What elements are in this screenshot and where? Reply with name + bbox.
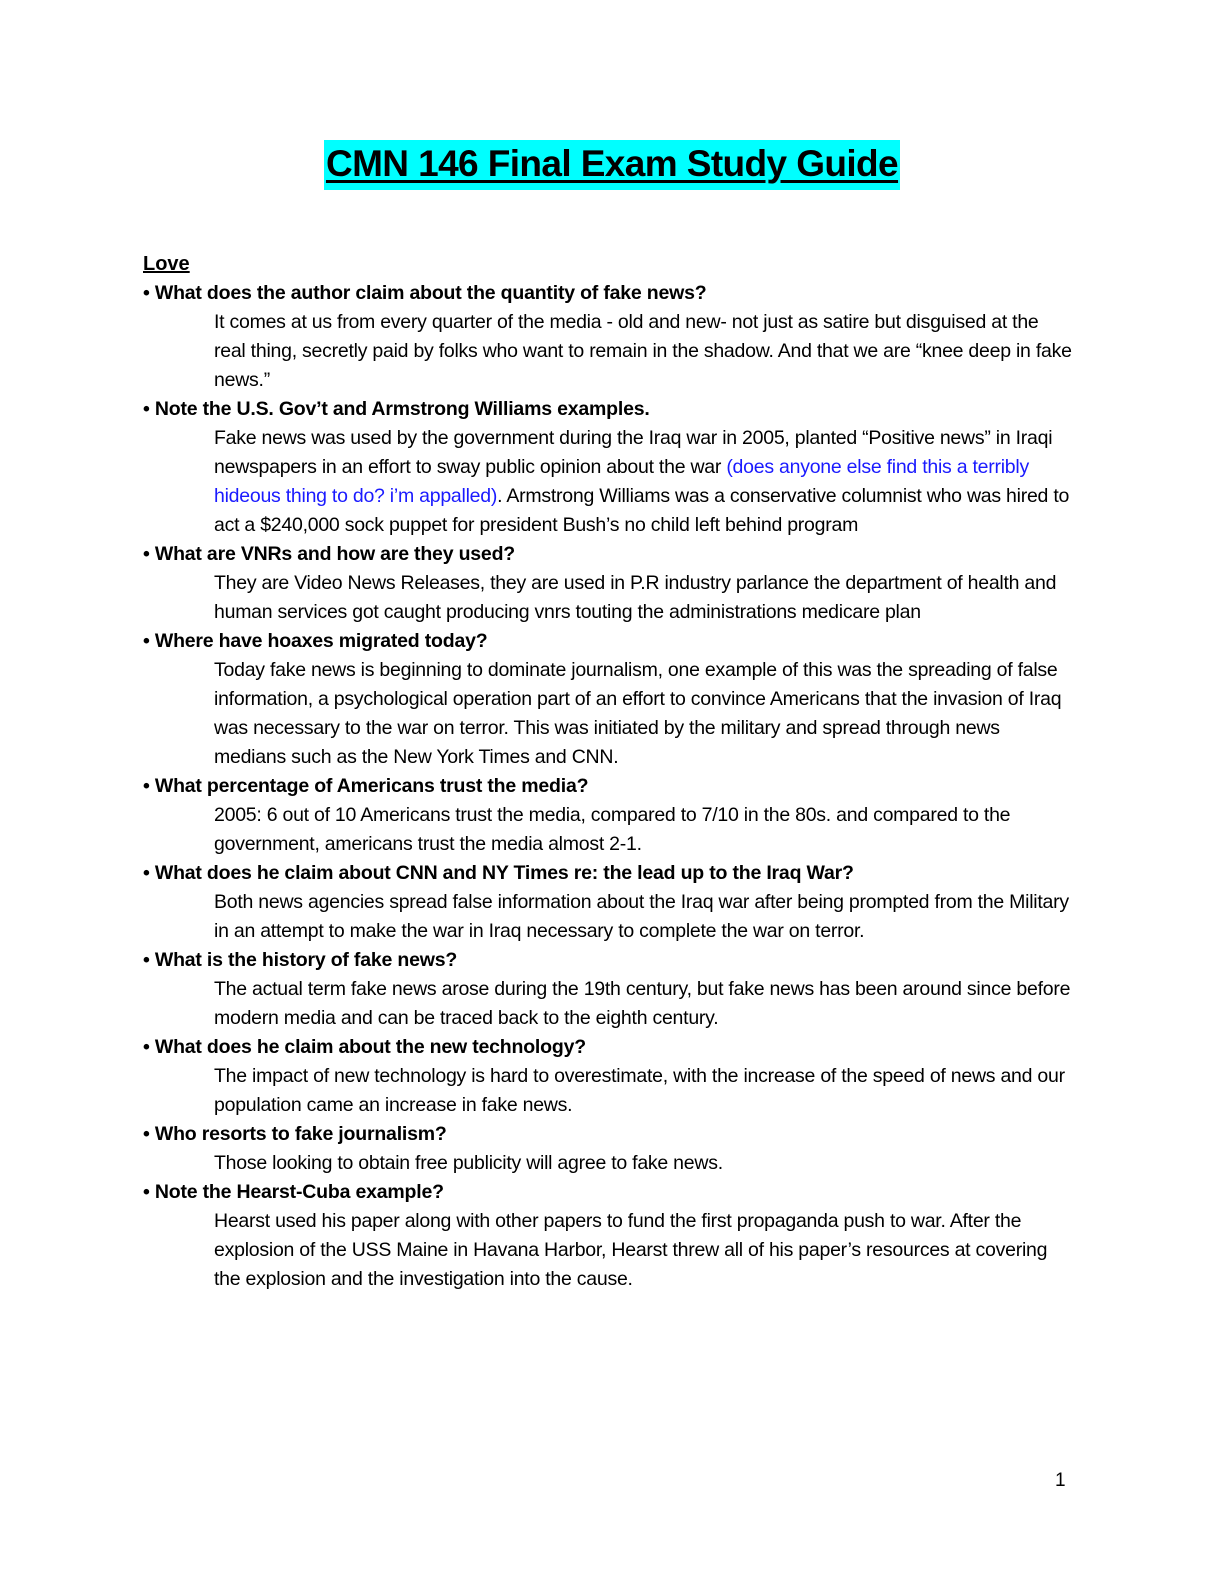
student-note: (does anyone else find this a terribly hideous thing to do? i’m appalled) <box>214 456 1029 507</box>
bullet-icon: • <box>143 949 150 971</box>
qa-item <box>143 946 1083 1033</box>
question <box>143 1178 1083 1207</box>
answer <box>143 424 1074 540</box>
answer: Both news agencies spread false information about the Iraq war after being prompted from the Military in an attempt to make the war in Iraq necessary to complete the war on terror. <box>214 891 1069 942</box>
question <box>143 946 1083 975</box>
question-text: What is the history of fake news? <box>154 949 458 971</box>
question-text: What percentage of Americans trust the media? <box>154 775 589 797</box>
answer: 2005: 6 out of 10 Americans trust the media, compared to 7/10 in the 80s. and compared to the government, americans trust the media almost 2-1. <box>214 804 1011 855</box>
bullet-icon: • <box>143 775 150 797</box>
question-text: Where have hoaxes migrated today? <box>154 630 488 652</box>
question <box>143 1033 1083 1062</box>
question <box>143 627 1083 656</box>
answer: The impact of new technology is hard to overestimate, with the increase of the speed of news and our population came an increase in fake news. <box>214 1065 1065 1116</box>
qa-item <box>143 1120 1083 1178</box>
bullet-icon: • <box>143 543 150 565</box>
question-text: What does he claim about the new technology? <box>154 1036 586 1058</box>
question <box>143 772 1083 801</box>
answer: Today fake news is beginning to dominate journalism, one example of this was the spreading of false information, a psychological operation part of an effort to convince Americans that the invasion of Iraq was necessary to the war on terror. This was initiated by the military and spread through news medians such as the New York Times and CNN. <box>214 659 1062 768</box>
question-text: Note the U.S. Gov’t and Armstrong Williams examples. <box>154 398 650 420</box>
bullet-icon: • <box>143 1036 150 1058</box>
qa-item <box>143 772 1083 859</box>
qa-item <box>143 859 1083 946</box>
answer: Hearst used his paper along with other papers to fund the first propaganda push to war. After the explosion of the USS Maine in Havana Harbor, Hearst threw all of his paper’s resources at covering the explosion and the investigation into the cause. <box>214 1210 1048 1290</box>
question-text: What does he claim about CNN and NY Times re: the lead up to the Iraq War? <box>154 862 854 884</box>
answer-text: Fake news was used by the government during the Iraq war in 2005, planted “Positive news” in Iraqi newspapers in an effort to sway public opinion about the war <box>214 427 1053 478</box>
document-body <box>143 250 1083 1294</box>
qa-item <box>143 627 1083 772</box>
title-container <box>0 140 1224 190</box>
bullet-icon: • <box>143 862 150 884</box>
bullet-icon: • <box>143 398 150 420</box>
question-text: What does the author claim about the quantity of fake news? <box>154 282 707 304</box>
section-heading-love: Love <box>143 253 190 275</box>
bullet-icon: • <box>143 1181 150 1203</box>
qa-item <box>143 279 1083 395</box>
bullet-icon: • <box>143 1123 150 1145</box>
question <box>143 859 1083 888</box>
page-number: 1 <box>1055 1470 1066 1491</box>
qa-item <box>143 395 1083 540</box>
question <box>143 540 1083 569</box>
question <box>143 279 1083 308</box>
answer-text: . Armstrong Williams was a conservative columnist who was hired to act a $240,000 sock puppet for president Bush’s no child left behind program <box>214 485 1070 536</box>
question-text: Who resorts to fake journalism? <box>154 1123 447 1145</box>
question-text: What are VNRs and how are they used? <box>154 543 515 565</box>
question-text: Note the Hearst-Cuba example? <box>154 1181 444 1203</box>
page-title: CMN 146 Final Exam Study Guide <box>324 140 900 190</box>
bullet-icon: • <box>143 630 150 652</box>
bullet-icon: • <box>143 282 150 304</box>
answer: The actual term fake news arose during the 19th century, but fake news has been around since before modern media and can be traced back to the eighth century. <box>214 978 1071 1029</box>
question <box>143 395 1083 424</box>
question <box>143 1120 1083 1149</box>
qa-item <box>143 1033 1083 1120</box>
answer: They are Video News Releases, they are used in P.R industry parlance the department of health and human services got caught producing vnrs touting the administrations medicare plan <box>214 572 1057 623</box>
answer: Those looking to obtain free publicity will agree to fake news. <box>214 1152 723 1174</box>
qa-item <box>143 1178 1083 1294</box>
qa-item <box>143 540 1083 627</box>
answer: It comes at us from every quarter of the media - old and new- not just as satire but disguised at the real thing, secretly paid by folks who want to remain in the shadow. And that we are “knee deep in fake news.” <box>214 311 1072 391</box>
